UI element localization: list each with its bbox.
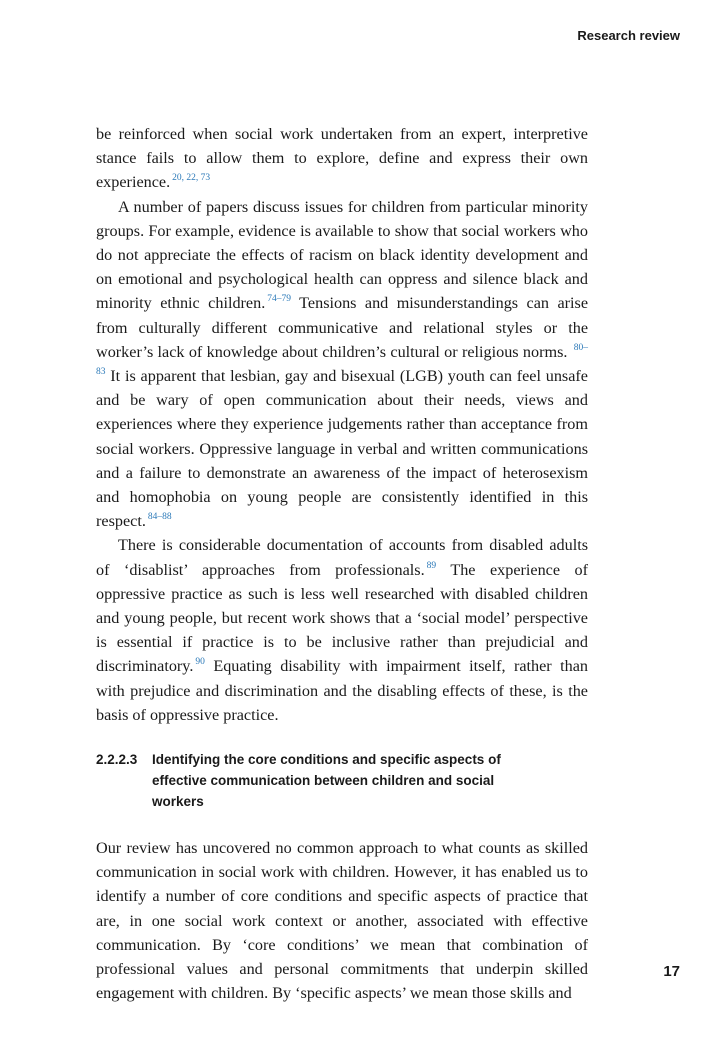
paragraph-4 (96, 836, 588, 1005)
running-header: Research review (577, 28, 680, 43)
subsection-heading (96, 749, 588, 812)
paragraph-2-text-a: A number of papers discuss issues for children from particular minority groups. For example, evidence is available to show that social workers who do not appreciate the effects of racism on black identity development and on emotional and psychological health can oppress and silence black and minority ethnic children. (96, 197, 588, 313)
citation-84-88: 84–88 (147, 512, 172, 523)
paragraph-3-text-c: Equating disability with impairment itself, rather than with prejudice and discrimination and the disabling effects of these, is the basis of oppressive practice. (96, 657, 588, 724)
paragraph-1 (96, 122, 588, 195)
subsection-title: Identifying the core conditions and specific aspects of effective communication between children and social workers (152, 752, 501, 810)
citation-20-22-73: 20, 22, 73 (172, 173, 211, 184)
citation-89: 89 (426, 560, 437, 571)
paragraph-2-text-b: Tensions and misunderstandings can arise from culturally different communicative and relational styles or the worker’s lack of knowledge about children’s cultural or religious norms. (96, 294, 588, 361)
paragraph-4-text: Our review has uncovered no common approach to what counts as skilled communication in social work with children. However, it has enabled us to identify a number of core conditions and specific aspects of practice that are, in one social work context or another, associated with effective communication. By ‘core conditions’ we mean that combination of professional values and personal commitments that underpin skilled engagement with children. By ‘specific aspects’ we mean those skills and (96, 839, 588, 1003)
paragraph-2 (96, 195, 588, 534)
paragraph-2-text-c: It is apparent that lesbian, gay and bisexual (LGB) youth can feel unsafe and be wary of open communication about their needs, views and experiences where they experience judgements rather than acceptance from social workers. Oppressive language in verbal and written communications and a failure to demonstrate an awareness of the impact of heterosexism and homophobia on young people are consistently identified in this respect. (96, 367, 588, 531)
citation-80-83: 80–83 (96, 342, 589, 378)
paragraph-3-text-a: There is considerable documentation of accounts from disabled adults of ‘disablist’ approaches from professionals. (96, 536, 588, 579)
citation-74-79: 74–79 (267, 294, 292, 305)
paragraph-1-text: be reinforced when social work undertaken from an expert, interpretive stance fails to allow them to explore, define and express their own experience. (96, 125, 588, 192)
paragraph-3-text-b: The experience of oppressive practice as such is less well researched with disabled children and young people, but recent work shows that a ‘social model’ perspective is essential if practice is to be inclusive rather than prejudicial and discriminatory. (96, 560, 588, 676)
page-number: 17 (663, 963, 680, 980)
citation-90: 90 (195, 657, 205, 668)
paragraph-3 (96, 533, 588, 727)
article-body (96, 122, 588, 1006)
subsection-number: 2.2.2.3 (96, 752, 138, 768)
